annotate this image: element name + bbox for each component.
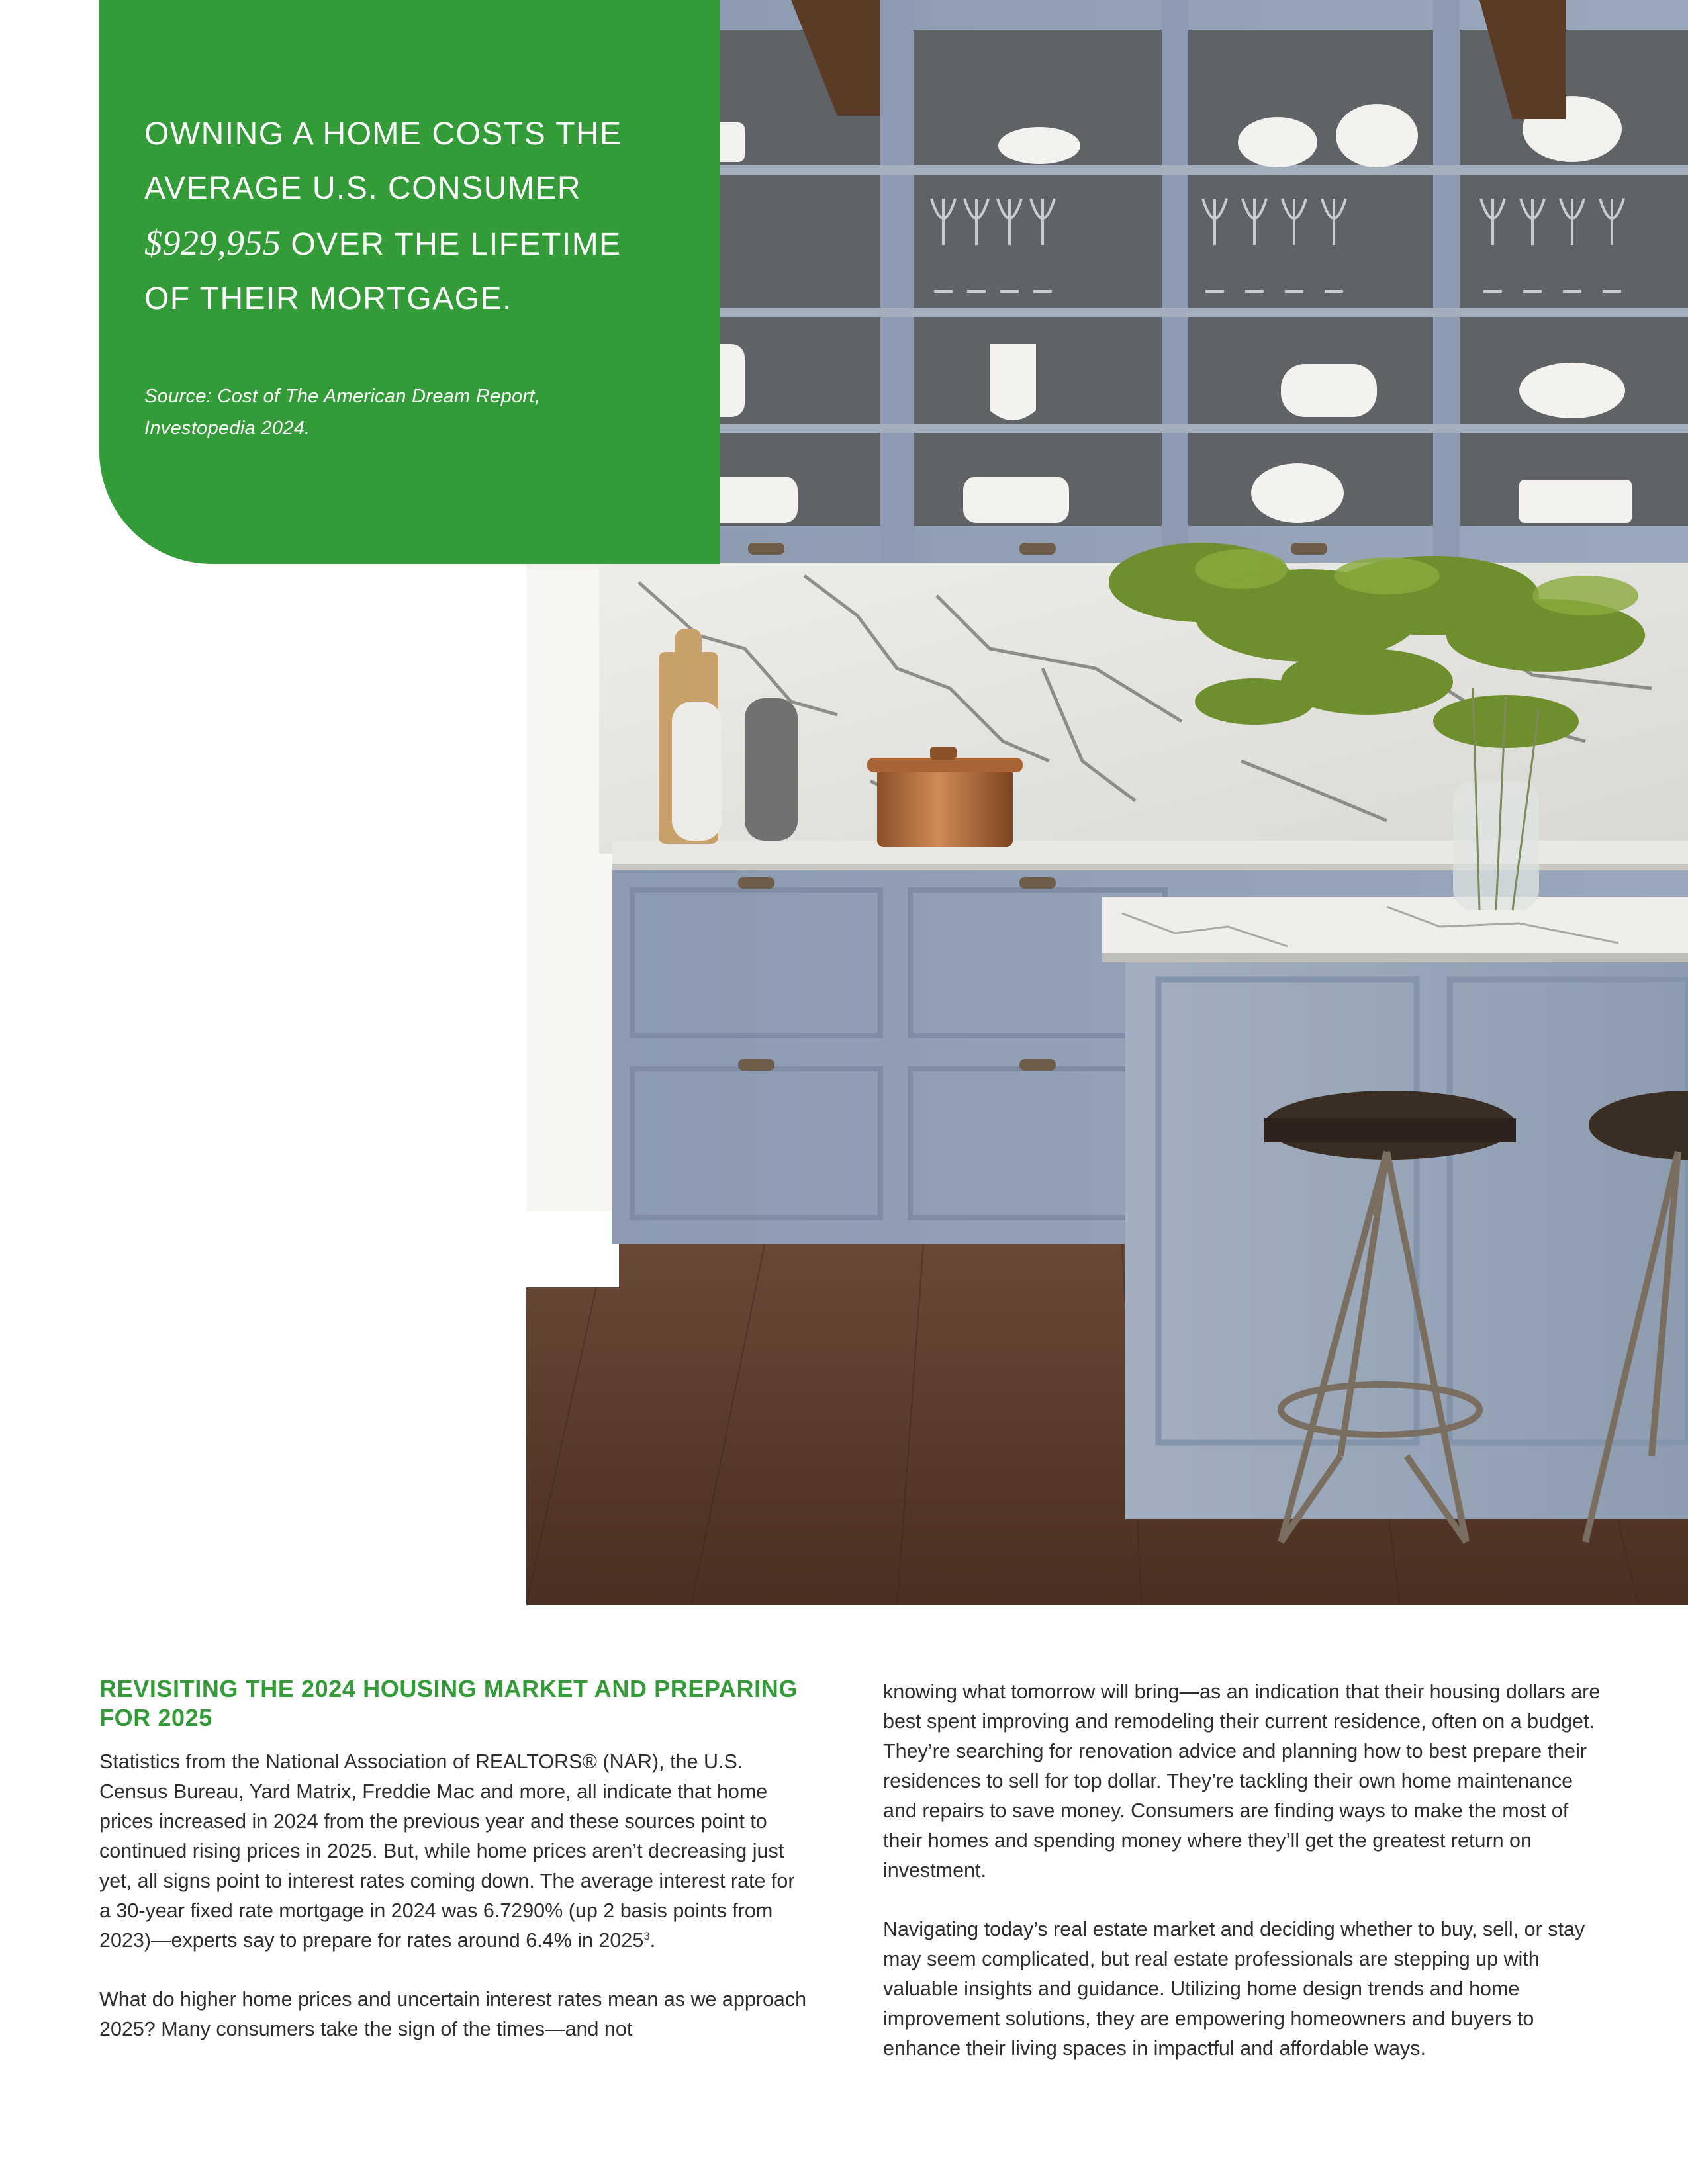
callout-source-line1: Source: Cost of The American Dream Report,: [144, 386, 541, 407]
callout-quote-line1: OWNING A HOME COSTS THE: [144, 116, 622, 152]
article-heading: REVISITING THE 2024 HOUSING MARKET AND PREPARING FOR 2025: [99, 1675, 798, 1731]
paragraph-1-end: .: [649, 1929, 656, 1952]
article-paragraph-2-continued: knowing what tomorrow will bring—as an indication that their housing dollars are best spent improving and remodeling their current residence, often on a budget. They’re searching for renovation advice and planning how to best prepare their residences to sell for top dollar. They’re tackling their own home maintenance and repairs to save money. Consumers are finding ways to make the most of their homes and spending money where they’ll get the greatest return on investment.: [883, 1680, 1601, 1882]
article-right-column: [883, 1677, 1605, 2093]
callout-quote-line4: OF THEIR MORTGAGE.: [144, 281, 512, 316]
callout-quote-line3: OVER THE LIFETIME: [281, 227, 622, 262]
article-paragraph-3: Navigating today’s real estate market and deciding whether to buy, sell, or stay may seem complicated, but real estate professionals are stepping up with valuable insights and guidance. Utilizing home design trends and home improvement solutions, they are empowering homeowners and buyers to enhance their living spaces in impactful and affordable ways.: [883, 1918, 1585, 2060]
callout-quote: [144, 107, 667, 326]
article-paragraph-2-start: What do higher home prices and uncertain interest rates mean as we approach 2025? Many consumers take the sign of the times—and not: [99, 1988, 807, 2040]
article-paragraph-1: [99, 1747, 811, 1956]
callout-source-line2: Investopedia 2024.: [144, 418, 310, 439]
callout-quote-line2: AVERAGE U.S. CONSUMER: [144, 171, 582, 206]
footnote-marker: 3: [643, 1929, 650, 1942]
callout-amount: $929,955: [144, 223, 281, 263]
stat-callout: [99, 0, 720, 564]
article-left-column: [99, 1674, 811, 2073]
callout-source: [144, 381, 667, 444]
paragraph-1-text: Statistics from the National Association of REALTORS® (NAR), the U.S. Census Bureau, Yard Matrix, Freddie Mac and more, all indicate that home prices increased in 2024 from the previous year and these sources point to continued rising prices in 2025. But, while home prices aren’t decreasing just yet, all signs point to interest rates coming down. The average interest rate for a 30-year fixed rate mortgage in 2024 was 6.7290% (up 2 basis points from 2023)—experts say to prepare for rates around 6.4% in 2025: [99, 1751, 795, 1952]
